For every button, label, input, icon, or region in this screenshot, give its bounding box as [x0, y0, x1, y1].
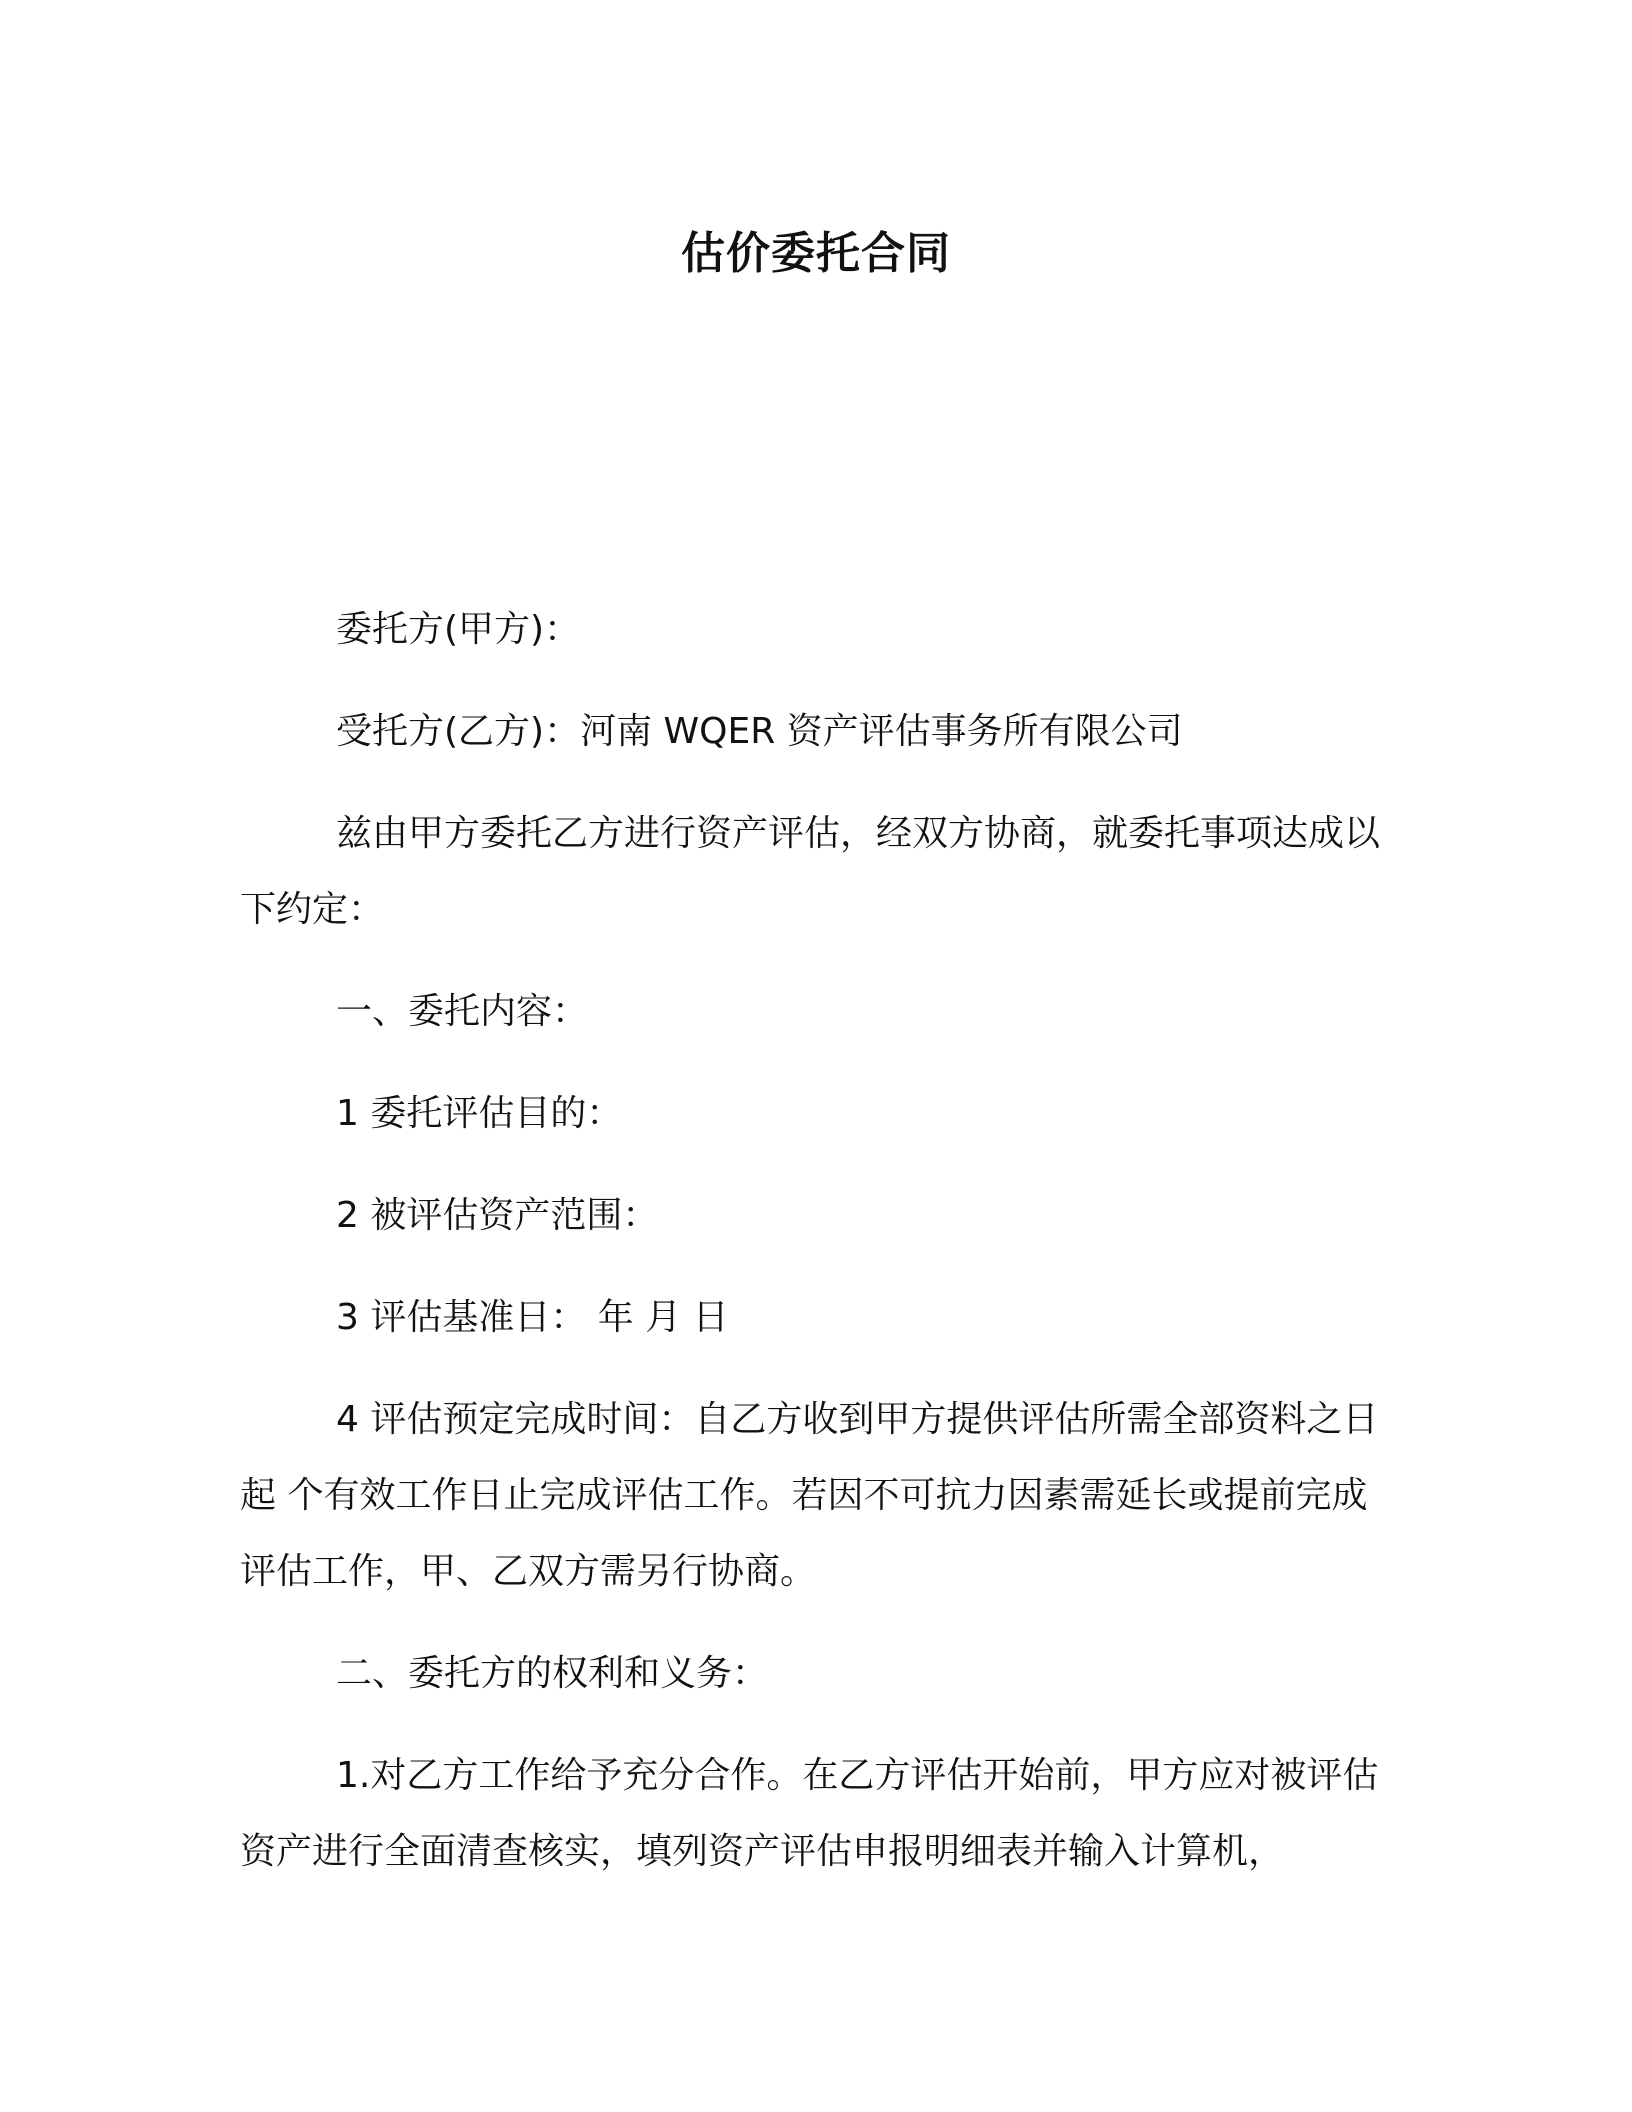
clause-3-base-date: 3 评估基准日： 年 月 日 — [336, 1297, 729, 1338]
clause-4-completion-time: 4 评估预定完成时间：自乙方收到甲方提供评估所需全部资料之日起 个有效工作日止完成评估工作。若因不可抗力因素需延长或提前完成评估工作，甲、乙双方需另行协商。 — [240, 1399, 1379, 1592]
clause-2-1-cooperation: 1.对乙方工作给予充分合作。在乙方评估开始前，甲方应对被评估资产进行全面清查核实，填列资产评估申报明细表并输入计算机， — [240, 1755, 1379, 1872]
paragraph-preamble: 兹由甲方委托乙方进行资产评估，经双方协商，就委托事项达成以下约定： — [240, 813, 1381, 930]
document-title: 估价委托合同 — [681, 228, 951, 279]
section-heading-2: 二、委托方的权利和义务： — [336, 1653, 769, 1694]
section-heading-1: 一、委托内容： — [336, 991, 589, 1032]
document-body — [240, 592, 1390, 1916]
clause-1-purpose: 1 委托评估目的： — [336, 1093, 623, 1134]
paragraph-client: 委托方(甲方)： — [336, 609, 581, 650]
paragraph-contractor: 受托方(乙方)：河南 WQER 资产评估事务所有限公司 — [336, 711, 1183, 752]
clause-2-scope: 2 被评估资产范围： — [336, 1195, 659, 1236]
